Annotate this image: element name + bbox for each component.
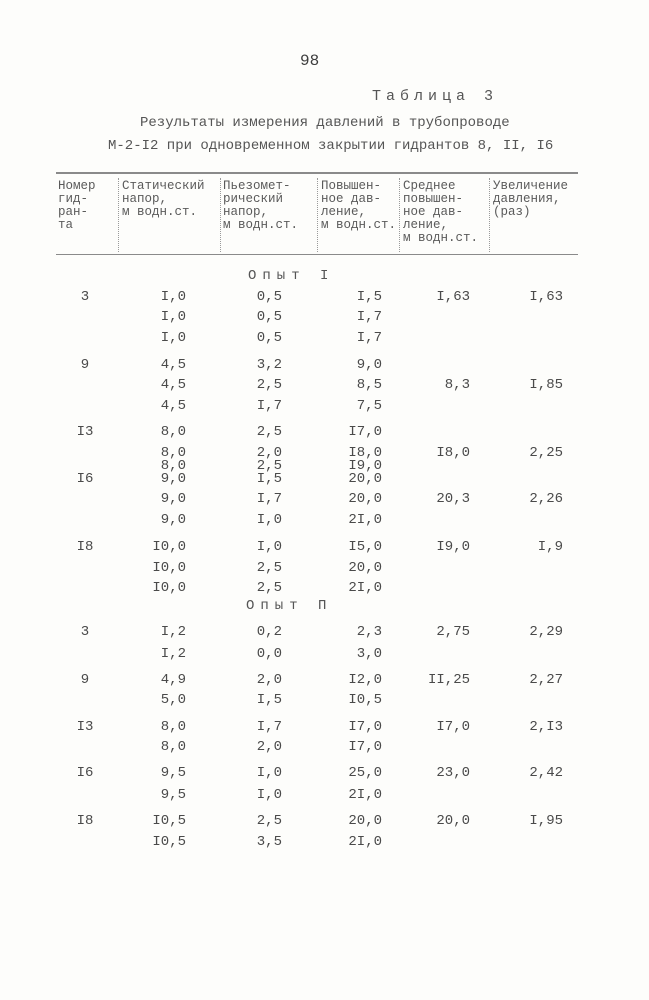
static-head-cell: 9,5 <box>160 765 186 781</box>
table-title-line1: Результаты измерения давлений в трубопроводе <box>140 115 510 131</box>
mean-pressure-cell: I7,0 <box>436 719 470 735</box>
static-head-cell: 4,5 <box>160 398 186 414</box>
section-label: Опыт I <box>248 268 335 284</box>
static-head-cell: 8,0 <box>160 719 186 735</box>
increased-pressure-cell: I,7 <box>356 330 382 346</box>
piezometric-head-cell: 0,2 <box>256 624 282 640</box>
increased-pressure-cell: I,7 <box>356 309 382 325</box>
static-head-cell: I0,0 <box>152 580 186 596</box>
mean-pressure-cell: I,63 <box>436 289 470 305</box>
increased-pressure-cell: 3,0 <box>356 646 382 662</box>
increase-ratio-cell: I,95 <box>529 813 563 829</box>
mean-pressure-cell: 2,75 <box>436 624 470 640</box>
piezometric-head-cell: I,0 <box>256 765 282 781</box>
increase-ratio-cell: I,9 <box>537 539 563 555</box>
piezometric-head-cell: 0,0 <box>256 646 282 662</box>
piezometric-head-cell: 0,5 <box>256 289 282 305</box>
static-head-cell: 9,0 <box>160 471 186 487</box>
increase-ratio-cell: 2,I3 <box>529 719 563 735</box>
static-head-cell: I,2 <box>160 646 186 662</box>
hydrant-number-cell: I6 <box>76 765 94 781</box>
static-head-cell: 9,5 <box>160 787 186 803</box>
page-number: 98 <box>300 52 320 70</box>
increased-pressure-cell: 7,5 <box>356 398 382 414</box>
hydrant-number-cell: 3 <box>80 289 90 305</box>
increased-pressure-cell: I2,0 <box>348 672 382 688</box>
piezometric-head-cell: I,0 <box>256 787 282 803</box>
column-separator <box>220 178 221 252</box>
piezometric-head-cell: 2,5 <box>256 424 282 440</box>
increased-pressure-cell: I,5 <box>356 289 382 305</box>
increased-pressure-cell: 20,0 <box>348 491 382 507</box>
header-top-rule <box>56 172 578 174</box>
piezometric-head-cell: 3,5 <box>256 834 282 850</box>
piezometric-head-cell: 2,0 <box>256 445 282 461</box>
header-static-head: Статический напор, м водн.ст. <box>122 179 205 219</box>
piezometric-head-cell: 2,0 <box>256 672 282 688</box>
static-head-cell: 4,5 <box>160 377 186 393</box>
static-head-cell: 4,5 <box>160 357 186 373</box>
mean-pressure-cell: II,25 <box>427 672 470 688</box>
increased-pressure-cell: 8,5 <box>356 377 382 393</box>
increased-pressure-cell: 20,0 <box>348 560 382 576</box>
increase-ratio-cell: 2,27 <box>529 672 563 688</box>
static-head-cell: 9,0 <box>160 491 186 507</box>
piezometric-head-cell: I,0 <box>256 539 282 555</box>
static-head-cell: 4,9 <box>160 672 186 688</box>
hydrant-number-cell: I3 <box>76 424 94 440</box>
piezometric-head-cell: 0,5 <box>256 330 282 346</box>
hydrant-number-cell: I6 <box>76 471 94 487</box>
piezometric-head-cell: I,7 <box>256 719 282 735</box>
increased-pressure-cell: 2I,0 <box>348 834 382 850</box>
column-separator <box>118 178 119 252</box>
increased-pressure-cell: I0,5 <box>348 692 382 708</box>
static-head-cell: 9,0 <box>160 512 186 528</box>
piezometric-head-cell: 0,5 <box>256 309 282 325</box>
mean-pressure-cell: I8,0 <box>436 445 470 461</box>
column-separator <box>399 178 400 252</box>
piezometric-head-cell: 2,5 <box>256 580 282 596</box>
static-head-cell: I0,5 <box>152 834 186 850</box>
increase-ratio-cell: 2,29 <box>529 624 563 640</box>
piezometric-head-cell: I,7 <box>256 491 282 507</box>
column-separator <box>489 178 490 252</box>
piezometric-head-cell: 2,5 <box>256 377 282 393</box>
increased-pressure-cell: I7,0 <box>348 424 382 440</box>
static-head-cell: 5,0 <box>160 692 186 708</box>
table-title-line2: М-2-I2 при одновременном закрытии гидрантов 8, II, I6 <box>108 138 554 154</box>
header-mean-increased-pressure: Среднее повышен- ное дав- ление, м водн.ст. <box>403 179 479 245</box>
increased-pressure-cell: I5,0 <box>348 539 382 555</box>
increased-pressure-cell: 2I,0 <box>348 580 382 596</box>
hydrant-number-cell: I8 <box>76 813 94 829</box>
increase-ratio-cell: 2,26 <box>529 491 563 507</box>
increased-pressure-cell: I8,0 <box>348 445 382 461</box>
increased-pressure-cell: I7,0 <box>348 719 382 735</box>
piezometric-head-cell: I,7 <box>256 398 282 414</box>
increased-pressure-cell: 25,0 <box>348 765 382 781</box>
piezometric-head-cell: I,5 <box>256 692 282 708</box>
header-bottom-rule <box>56 254 578 255</box>
increased-pressure-cell: 2I,0 <box>348 512 382 528</box>
static-head-cell: 8,0 <box>160 739 186 755</box>
static-head-cell: 8,0 <box>160 424 186 440</box>
mean-pressure-cell: 20,0 <box>436 813 470 829</box>
piezometric-head-cell: 2,0 <box>256 739 282 755</box>
piezometric-head-cell: 3,2 <box>256 357 282 373</box>
piezometric-head-cell: 2,5 <box>256 560 282 576</box>
hydrant-number-cell: 9 <box>80 357 90 373</box>
piezometric-head-cell: I,5 <box>256 471 282 487</box>
piezometric-head-cell: I,0 <box>256 512 282 528</box>
mean-pressure-cell: 23,0 <box>436 765 470 781</box>
mean-pressure-cell: 20,3 <box>436 491 470 507</box>
header-increased-pressure: Повышен- ное дав- ление, м водн.ст. <box>321 179 397 232</box>
increase-ratio-cell: I,85 <box>529 377 563 393</box>
increased-pressure-cell: 2I,0 <box>348 787 382 803</box>
increased-pressure-cell: 20,0 <box>348 813 382 829</box>
static-head-cell: 8,0 <box>160 445 186 461</box>
static-head-cell: I,0 <box>160 330 186 346</box>
increased-pressure-cell: I7,0 <box>348 739 382 755</box>
column-separator <box>317 178 318 252</box>
header-hydrant-number: Номер гид- ран- та <box>58 179 96 232</box>
static-head-cell: I,2 <box>160 624 186 640</box>
static-head-cell: I,0 <box>160 289 186 305</box>
static-head-cell: I0,0 <box>152 539 186 555</box>
increase-ratio-cell: 2,25 <box>529 445 563 461</box>
mean-pressure-cell: 8,3 <box>444 377 470 393</box>
increased-pressure-cell: 2,3 <box>356 624 382 640</box>
static-head-cell: 8,0 <box>160 458 186 474</box>
increase-ratio-cell: I,63 <box>529 289 563 305</box>
piezometric-head-cell: 2,5 <box>256 458 282 474</box>
increased-pressure-cell: 20,0 <box>348 471 382 487</box>
table-caption: Таблица 3 <box>372 88 499 105</box>
increased-pressure-cell: 9,0 <box>356 357 382 373</box>
static-head-cell: I0,0 <box>152 560 186 576</box>
hydrant-number-cell: 9 <box>80 672 90 688</box>
static-head-cell: I,0 <box>160 309 186 325</box>
increase-ratio-cell: 2,42 <box>529 765 563 781</box>
hydrant-number-cell: 3 <box>80 624 90 640</box>
section-label: Опыт П <box>246 598 333 614</box>
increased-pressure-cell: I9,0 <box>348 458 382 474</box>
header-piezometric-head: Пьезомет- рический напор, м водн.ст. <box>223 179 299 232</box>
static-head-cell: I0,5 <box>152 813 186 829</box>
hydrant-number-cell: I8 <box>76 539 94 555</box>
header-pressure-increase: Увеличение давления, (раз) <box>493 179 569 219</box>
piezometric-head-cell: 2,5 <box>256 813 282 829</box>
mean-pressure-cell: I9,0 <box>436 539 470 555</box>
hydrant-number-cell: I3 <box>76 719 94 735</box>
